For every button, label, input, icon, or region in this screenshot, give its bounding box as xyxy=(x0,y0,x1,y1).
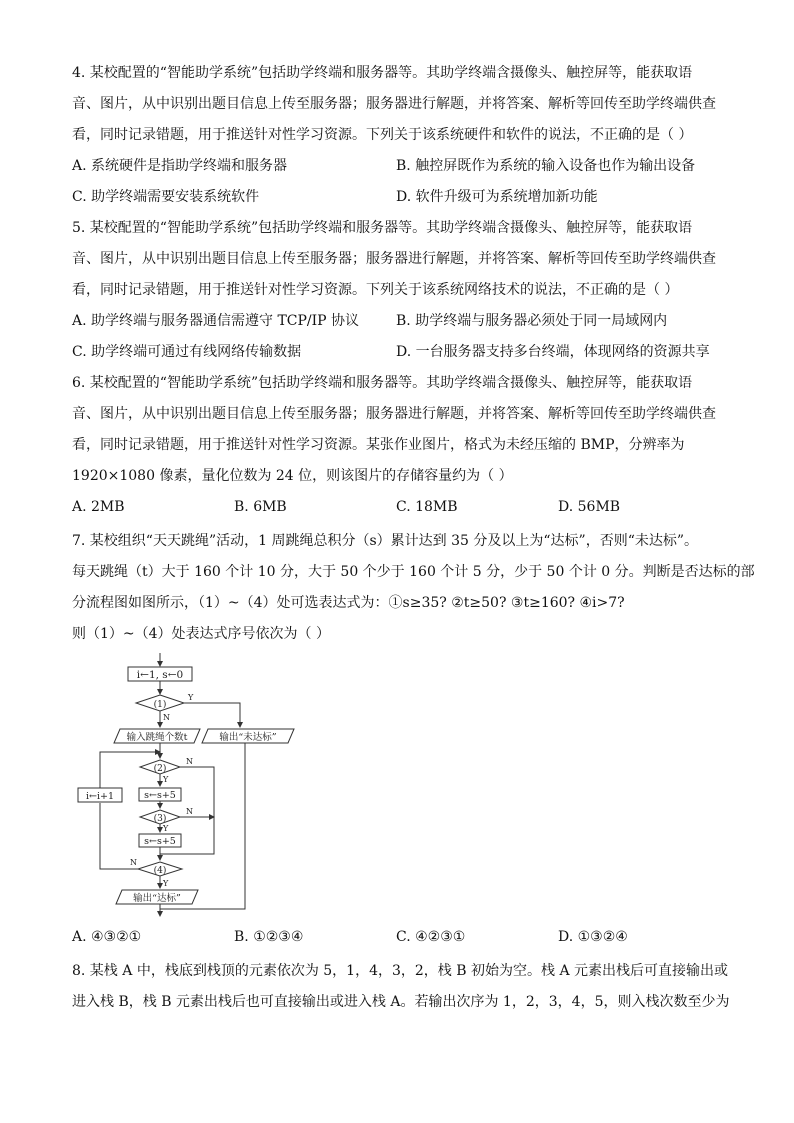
q7-stem-line-3: 分流程图如图所示，（1）~（4）处可选表达式为：①s≥35? ②t≥50? ③t≥160? ④i>7? xyxy=(72,595,625,611)
q5-option-b[interactable]: B. 助学终端与服务器必须处于同一局域网内 xyxy=(396,313,668,329)
flow-decision-4 xyxy=(138,862,182,876)
flow-output-fail-box xyxy=(202,729,294,743)
flow-assign-2 xyxy=(139,834,181,847)
q4-option-c[interactable]: C. 助学终端需要安装系统软件 xyxy=(72,189,260,205)
flow-n-label-4: N xyxy=(130,858,137,867)
flow-assign2-text: s←s+5 xyxy=(144,836,176,847)
q7-stem-line-2: 每天跳绳（t）大于 160 个计 10 分，大于 50 个少于 160 个计 5 分，少于 50 个计 0 分。判断是否达标的部 xyxy=(72,564,755,580)
flow-input-box xyxy=(114,729,200,743)
flow-init-box xyxy=(128,667,192,681)
q7-option-b[interactable]: B. ①②③④ xyxy=(234,929,304,945)
flow-input-text: 输入跳绳个数t xyxy=(126,732,188,743)
q6-option-b[interactable]: B. 6MB xyxy=(234,499,287,515)
q8-stem-line-2: 进入栈 B，栈 B 元素出栈后也可直接输出或进入栈 A。若输出次序为 1，2，3，4，5，则入栈次数至少为 xyxy=(72,994,730,1010)
flow-d4-text: (4) xyxy=(153,866,167,876)
flow-out-fail-text: 输出“未达标” xyxy=(219,732,277,743)
q7-stem-line-4: 则（1）~（4）处表达式序号依次为（ ） xyxy=(72,626,330,642)
flow-incr-box xyxy=(78,788,122,802)
q4-option-a[interactable]: A. 系统硬件是指助学终端和服务器 xyxy=(72,158,288,174)
flow-y-label-3: Y xyxy=(163,824,169,833)
q6-stem-line-4: 1920×1080 像素，量化位数为 24 位，则该图片的存储容量约为（ ） xyxy=(72,468,513,484)
q6-stem-line-1: 6. 某校配置的“智能助学系统”包括助学终端和服务器等。其助学终端含摄像头、触控屏等，能获取语 xyxy=(72,375,693,391)
q7-option-c[interactable]: C. ④②③① xyxy=(396,929,466,945)
flow-d2-text: (2) xyxy=(153,764,167,774)
q5-option-c[interactable]: C. 助学终端可通过有线网络传输数据 xyxy=(72,344,302,360)
flow-y-label-4: Y xyxy=(163,879,169,888)
flow-decision-2 xyxy=(140,760,180,774)
q5-stem-line-1: 5. 某校配置的“智能助学系统”包括助学终端和服务器等。其助学终端含摄像头、触控屏等，能获取语 xyxy=(72,220,693,236)
flow-d3-text: (3) xyxy=(153,814,167,824)
q6-option-a[interactable]: A. 2MB xyxy=(72,499,125,515)
q7-option-d[interactable]: D. ①③②④ xyxy=(558,929,628,945)
q8-stem-line-1: 8. 某栈 A 中，栈底到栈顶的元素依次为 5，1，4，3，2，栈 B 初始为空。栈 A 元素出栈后可直接输出或 xyxy=(72,963,729,979)
q7-option-a[interactable]: A. ④③②① xyxy=(72,929,142,945)
q4-option-d[interactable]: D. 软件升级可为系统增加新功能 xyxy=(396,189,598,205)
q6-stem-line-2: 音、图片，从中识别出题目信息上传至服务器；服务器进行解题，并将答案、解析等回传至助学终端供查 xyxy=(72,406,716,422)
q4-stem-line-3: 看，同时记录错题，用于推送针对性学习资源。下列关于该系统硬件和软件的说法，不正确的是（ ） xyxy=(72,127,693,143)
flow-y-label-1: Y xyxy=(188,693,194,702)
flow-n-label-3: N xyxy=(186,807,193,816)
flow-out-pass-text: 输出“达标” xyxy=(133,893,181,904)
flow-init-text: i←1, s←0 xyxy=(136,669,184,681)
q5-stem-line-3: 看，同时记录错题，用于推送针对性学习资源。下列关于该系统网络技术的说法，不正确的是（ ） xyxy=(72,282,679,298)
flow-assign1-text: s←s+5 xyxy=(144,790,176,801)
q7-stem-line-1: 7. 某校组织“天天跳绳”活动，1 周跳绳总积分（s）累计达到 35 分及以上为“达标”，否则“未达标”。 xyxy=(72,533,699,549)
flow-decision-3 xyxy=(140,810,180,824)
q4-stem-line-1: 4. 某校配置的“智能助学系统”包括助学终端和服务器等。其助学终端含摄像头、触控屏等，能获取语 xyxy=(72,65,693,81)
flow-assign-1 xyxy=(139,788,181,801)
flow-d1-text: (1) xyxy=(153,700,167,710)
flow-n-label-1: N xyxy=(163,713,170,722)
flow-decision-1 xyxy=(136,695,184,711)
flow-incr-text: i←i+1 xyxy=(85,791,115,802)
q5-option-d[interactable]: D. 一台服务器支持多台终端，体现网络的资源共享 xyxy=(396,344,710,360)
flow-y-label-2: Y xyxy=(163,775,169,784)
q6-option-c[interactable]: C. 18MB xyxy=(396,499,458,515)
q5-stem-line-2: 音、图片，从中识别出题目信息上传至服务器；服务器进行解题，并将答案、解析等回传至助学终端供查 xyxy=(72,251,716,267)
flow-output-pass-box xyxy=(116,890,198,904)
q4-stem-line-2: 音、图片，从中识别出题目信息上传至服务器；服务器进行解题，并将答案、解析等回传至助学终端供查 xyxy=(72,96,716,112)
q6-stem-line-3: 看，同时记录错题，用于推送针对性学习资源。某张作业图片，格式为未经压缩的 BMP，分辨率为 xyxy=(72,437,685,453)
q4-option-b[interactable]: B. 触控屏既作为系统的输入设备也作为输出设备 xyxy=(396,158,696,174)
flow-n-label-2: N xyxy=(186,757,193,766)
q6-option-d[interactable]: D. 56MB xyxy=(558,499,621,515)
q5-option-a[interactable]: A. 助学终端与服务器通信需遵守 TCP/IP 协议 xyxy=(72,313,360,329)
